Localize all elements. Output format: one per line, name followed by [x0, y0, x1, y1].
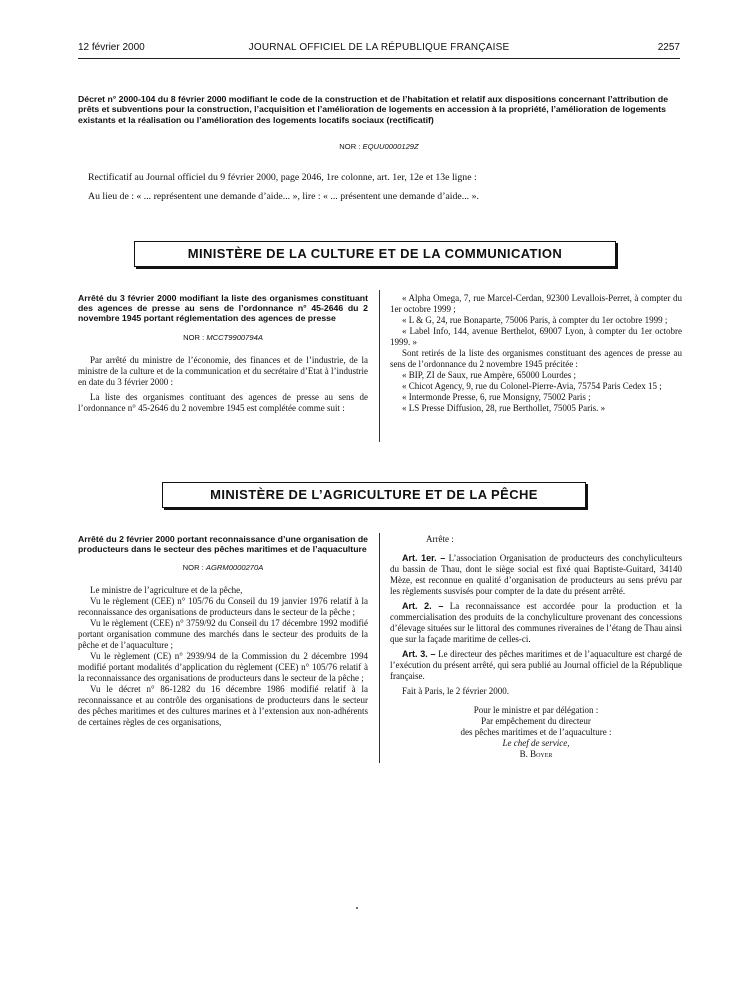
arrete-para-2: La liste des organismes contituant des agences de presse au sens de l’ordonnance n° 45-2646 du 2 novembre 1945 est complétée comme suit :	[78, 391, 368, 413]
done-at: Fait à Paris, le 2 février 2000.	[402, 686, 509, 696]
column-divider	[379, 533, 380, 763]
list-item: « BIP, ZI de Saux, rue Ampère, 65000 Lourdes ;	[402, 370, 576, 380]
decree-nor	[78, 142, 680, 151]
arrete-nor	[78, 562, 368, 573]
nor-label: NOR :	[339, 142, 361, 151]
page-speck	[356, 907, 358, 909]
ministry-heading-culture: MINISTÈRE DE LA CULTURE ET DE LA COMMUNICATION	[134, 241, 616, 267]
nor-code: AGRM0000270A	[205, 563, 264, 573]
article-text: La reconnaissance est accordée pour la production et la commercialisation des produits de la conchyliculture provenant des concessions d’élevage situées sur le littoral des communes riveraines de l’étang de Thau ainsi que sur la façade maritime de celles-ci.	[390, 601, 683, 644]
article-2	[390, 601, 682, 645]
arrete-title: Arrêté du 2 février 2000 portant reconnaissance d’une organisation de producteurs dans le secteur des pêches maritimes et de l’aquaculture	[78, 534, 368, 555]
agriculture-right-column	[390, 534, 682, 760]
nor-label: NOR :	[182, 563, 204, 573]
agriculture-left-column	[78, 534, 368, 728]
culture-right-column	[390, 293, 682, 414]
nor-code: EQUU0000129Z	[362, 142, 419, 151]
article-text: L’association Organisation de producteurs des conchyliculteurs du bassin de Thau, dont le siège social est fixé quai Baptiste-Guitard, 34140 Mèze, est reconnue en qualité d’organisation de producteurs au sens prévu par les règlements susvisés pour compter de la date du présent arrêté.	[390, 553, 683, 596]
decree-line-1: Rectificatif au Journal officiel du 9 février 2000, page 2046, 1re colonne, art. 1er, 12e et 13e ligne :	[88, 172, 477, 183]
arrete-nor	[78, 332, 368, 343]
signature-line: des pêches maritimes et de l’aquaculture :	[460, 727, 612, 737]
removed-intro: Sont retirés de la liste des organismes constituant des agences de presse au sens de l’ordonnance du 2 novembre 1945 précitée :	[390, 348, 682, 369]
article-1	[390, 553, 682, 597]
list-item: « Intermonde Presse, 6, rue Monsigny, 75002 Paris ;	[402, 392, 591, 402]
list-item: « Alpha Omega, 7, rue Marcel-Cerdan, 92300 Levallois-Perret, à compter du 1er octobre 1999 ;	[390, 293, 682, 314]
signature-line: Pour le ministre et par délégation :	[473, 705, 599, 715]
signature-name: B. Boyer	[519, 749, 553, 759]
decree-line-2: Au lieu de : « ... représentent une demande d’aide... », lire : « ... présentent une demande d’aide... ».	[88, 191, 479, 202]
visa: Vu le règlement (CE) n° 2939/94 de la Commission du 2 décembre 1994 modifié portant modalités d’application du règlement (CEE) n° 105/76 relatif à la reconnaissance des organisations de producteurs dans le secteur de la pêche ;	[78, 651, 368, 684]
header-date: 12 février 2000	[78, 42, 145, 53]
arrete-para-1: Par arrêté du ministre de l’économie, des finances et de l’industrie, de la ministre de la culture et de la communication et du secrétaire d’Etat à l’industrie en date du 3 février 2000 :	[78, 354, 368, 387]
header-page-number: 2257	[657, 42, 680, 53]
visa: Vu le règlement (CEE) n° 105/76 du Conseil du 19 janvier 1976 relatif à la reconnaissance des organisations de producteurs dans le secteur de la pêche ;	[78, 596, 368, 618]
header-journal-title: JOURNAL OFFICIEL DE LA RÉPUBLIQUE FRANÇAISE	[248, 42, 510, 53]
culture-left-column	[78, 293, 368, 414]
decree-body	[88, 168, 684, 206]
nor-label: NOR :	[183, 332, 205, 342]
signature-block	[390, 705, 682, 760]
signature-line: Par empêchement du directeur	[481, 716, 591, 726]
minister-intro: Le ministre de l’agriculture et de la pêche,	[90, 585, 243, 596]
decree-title: Décret n° 2000-104 du 8 février 2000 modifiant le code de la construction et de l’habitation et relatif aux dispositions concernant l’attribution de prêts et subventions pour la construction, l’acquisition et l’amélioration de logements en accession à la propriété, l’amélioration de logements existants et la réalisation ou l’amélioration des logements locatifs sociaux (rectificatif)	[78, 94, 669, 125]
ministry-heading-agriculture: MINISTÈRE DE L’AGRICULTURE ET DE LA PÊCHE	[162, 482, 586, 508]
header-rule	[78, 58, 680, 59]
column-divider	[379, 290, 380, 442]
nor-code: MCCT9900794A	[206, 332, 263, 342]
list-item: « LS Presse Diffusion, 28, rue Berthollet, 75005 Paris. »	[402, 403, 606, 413]
article-label: Art. 3. –	[402, 649, 436, 659]
list-item: « Chicot Agency, 9, rue du Colonel-Pierre-Avia, 75754 Paris Cedex 15 ;	[402, 381, 662, 391]
list-item: « L & G, 24, rue Bonaparte, 75006 Paris, à compter du 1er octobre 1999 ;	[402, 315, 668, 325]
article-text: Le directeur des pêches maritimes et de l’aquaculture est chargé de l’exécution du présent arrêté, qui sera publié au Journal officiel de la République française.	[390, 649, 683, 681]
visa: Vu le règlement (CEE) n° 3759/92 du Conseil du 17 décembre 1992 modifié portant organisation commune des marchés dans le secteur des produits de la pêche et de l’aquaculture ;	[78, 618, 368, 651]
arrete-label: Arrête :	[426, 534, 454, 544]
signature-title: Le chef de service,	[502, 738, 570, 748]
arrete-title: Arrêté du 3 février 2000 modifiant la liste des organismes constituant des agences de presse au sens de l’ordonnance n° 45-2646 du 2 novembre 1945 portant réglementation des agences de presse	[78, 293, 368, 324]
article-label: Art. 1er. –	[402, 553, 446, 563]
article-3	[390, 649, 682, 682]
visa: Vu le décret n° 86-1282 du 16 décembre 1986 modifié relatif à la reconnaissance et au contrôle des organisations de producteurs dans le secteur des pêches maritimes et des cultures marines et à l’extension aux non-adhérents de certaines règles de ces organisations,	[78, 684, 368, 728]
article-label: Art. 2. –	[402, 601, 444, 611]
list-item: « Label Info, 144, avenue Berthelot, 69007 Lyon, à compter du 1er octobre 1999. »	[390, 326, 682, 347]
